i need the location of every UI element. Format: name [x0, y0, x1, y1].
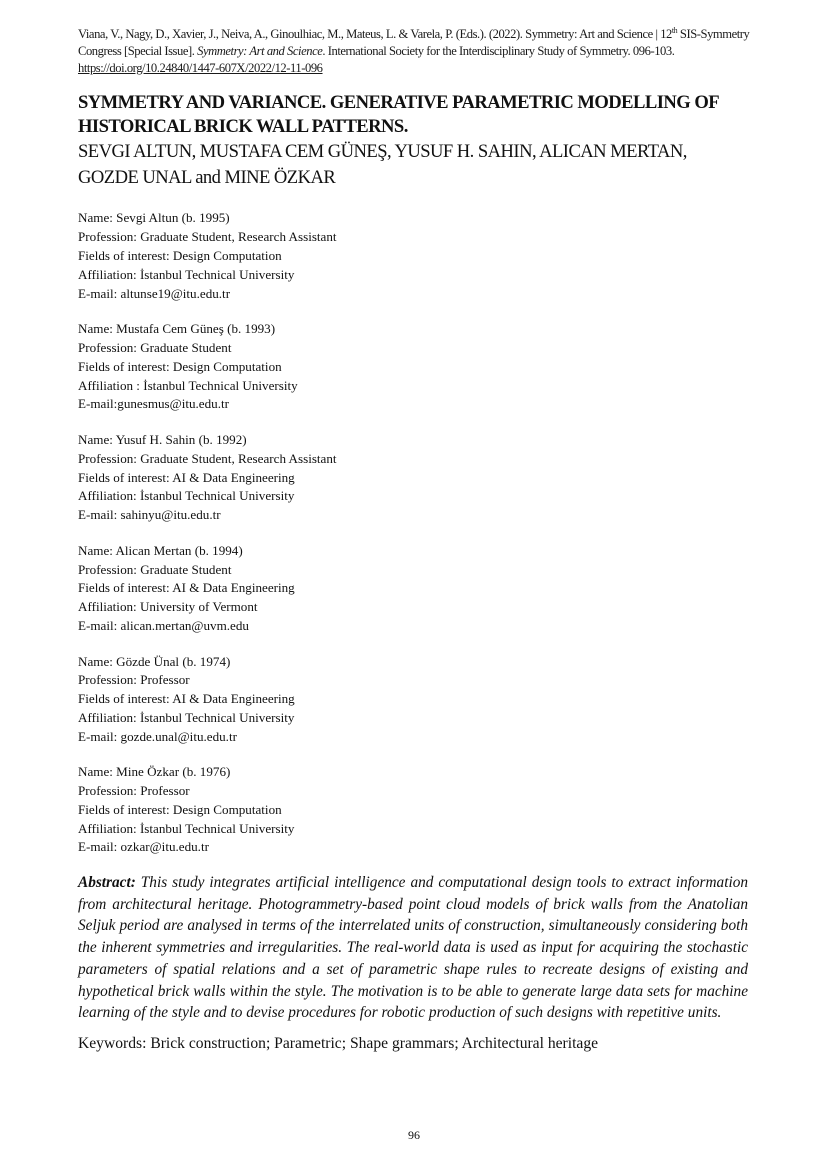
- author-bio: [78, 320, 750, 414]
- page-number: 96: [408, 1128, 420, 1142]
- bio-name: Name: Sevgi Altun (b. 1995): [78, 210, 230, 226]
- citation-superscript: th: [671, 25, 678, 35]
- bio-fields: Fields of interest: Design Computation: [78, 358, 282, 374]
- bio-fields: Fields of interest: AI & Data Engineering: [78, 580, 295, 596]
- paper-authors: SEVGI ALTUN, MUSTAFA CEM GÜNEŞ, YUSUF H. SAHIN, ALICAN MERTAN, GOZDE UNAL and MINE ÖZKAR: [78, 141, 687, 189]
- bio-name: Name: Mine Özkar (b. 1976): [78, 764, 231, 780]
- citation-header: [78, 26, 750, 76]
- paper-page: [78, 26, 750, 1054]
- bio-profession: Profession: Graduate Student, Research Assistant: [78, 229, 337, 245]
- author-bio: [78, 763, 750, 857]
- paper-title: SYMMETRY AND VARIANCE. GENERATIVE PARAMETRIC MODELLING OF HISTORICAL BRICK WALL PATTERNS.: [78, 92, 719, 138]
- citation-journal: Symmetry: Art and Science: [197, 43, 323, 58]
- bio-email: E-mail: sahinyu@itu.edu.tr: [78, 507, 221, 523]
- citation-text-2: SIS-Symmetry Congress [Special Issue].: [78, 27, 750, 58]
- bio-profession: Profession: Graduate Student: [78, 339, 232, 355]
- bio-affiliation: Affiliation: İstanbul Technical University: [78, 488, 295, 504]
- abstract-text: This study integrates artificial intelligence and computational design tools to extract information from architectural heritage. Photogrammetry-based point cloud models of brick walls from the Anatolian Seljuk period are analysed in terms of the interrelated units of construction, simultaneously considering both the inherent symmetries and irregularities. The real-world data is used as input for acquiring the stochastic parameters of spatial relations and a set of parametric shape rules to recreate designs of existing and hypothetical brick walls within the style. The motivation is to be able to generate large data sets for machine learning of the style and to devise procedures for robotic production of such designs with repetitive units.: [78, 874, 748, 1022]
- bio-fields: Fields of interest: AI & Data Engineering: [78, 691, 295, 707]
- bio-email: E-mail:gunesmus@itu.edu.tr: [78, 396, 229, 412]
- author-bio: [78, 209, 750, 303]
- citation-text: Viana, V., Nagy, D., Xavier, J., Neiva, A., Ginoulhiac, M., Mateus, L. & Varela, P. (Eds.). (2022). Symmetry: Art and Science | 12: [78, 27, 672, 41]
- bio-profession: Profession: Graduate Student: [78, 561, 232, 577]
- author-bio: [78, 542, 750, 636]
- bio-affiliation: Affiliation: University of Vermont: [78, 599, 258, 615]
- bio-name: Name: Yusuf H. Sahin (b. 1992): [78, 431, 247, 447]
- bio-name: Name: Mustafa Cem Güneş (b. 1993): [78, 321, 276, 337]
- bio-affiliation: Affiliation: İstanbul Technical University: [78, 709, 295, 725]
- author-bio: [78, 431, 750, 525]
- bio-fields: Fields of interest: Design Computation: [78, 801, 282, 817]
- bio-email: E-mail: ozkar@itu.edu.tr: [78, 839, 209, 855]
- abstract: [78, 872, 748, 1024]
- bio-fields: Fields of interest: Design Computation: [78, 247, 282, 263]
- bio-email: E-mail: alican.mertan@uvm.edu: [78, 617, 249, 633]
- bio-profession: Profession: Graduate Student, Research Assistant: [78, 450, 337, 466]
- citation-text-3: . International Society for the Interdisciplinary Study of Symmetry. 096-103.: [322, 43, 675, 58]
- abstract-label: Abstract:: [78, 874, 136, 892]
- keywords: Keywords: Brick construction; Parametric; Shape grammars; Architectural heritage: [78, 1035, 599, 1052]
- bio-profession: Profession: Professor: [78, 783, 190, 799]
- author-bio: [78, 653, 750, 747]
- bio-affiliation: Affiliation : İstanbul Technical University: [78, 377, 298, 393]
- bio-profession: Profession: Professor: [78, 672, 190, 688]
- bio-name: Name: Alican Mertan (b. 1994): [78, 542, 243, 558]
- bio-fields: Fields of interest: AI & Data Engineering: [78, 469, 295, 485]
- bio-affiliation: Affiliation: İstanbul Technical University: [78, 266, 295, 282]
- bio-email: E-mail: gozde.unal@itu.edu.tr: [78, 728, 237, 744]
- author-bios: [78, 209, 750, 857]
- doi-link[interactable]: https://doi.org/10.24840/1447-607X/2022/12-11-096: [78, 60, 323, 75]
- bio-email: E-mail: altunse19@itu.edu.tr: [78, 285, 231, 301]
- bio-affiliation: Affiliation: İstanbul Technical University: [78, 820, 295, 836]
- bio-name: Name: Gözde Ünal (b. 1974): [78, 653, 231, 669]
